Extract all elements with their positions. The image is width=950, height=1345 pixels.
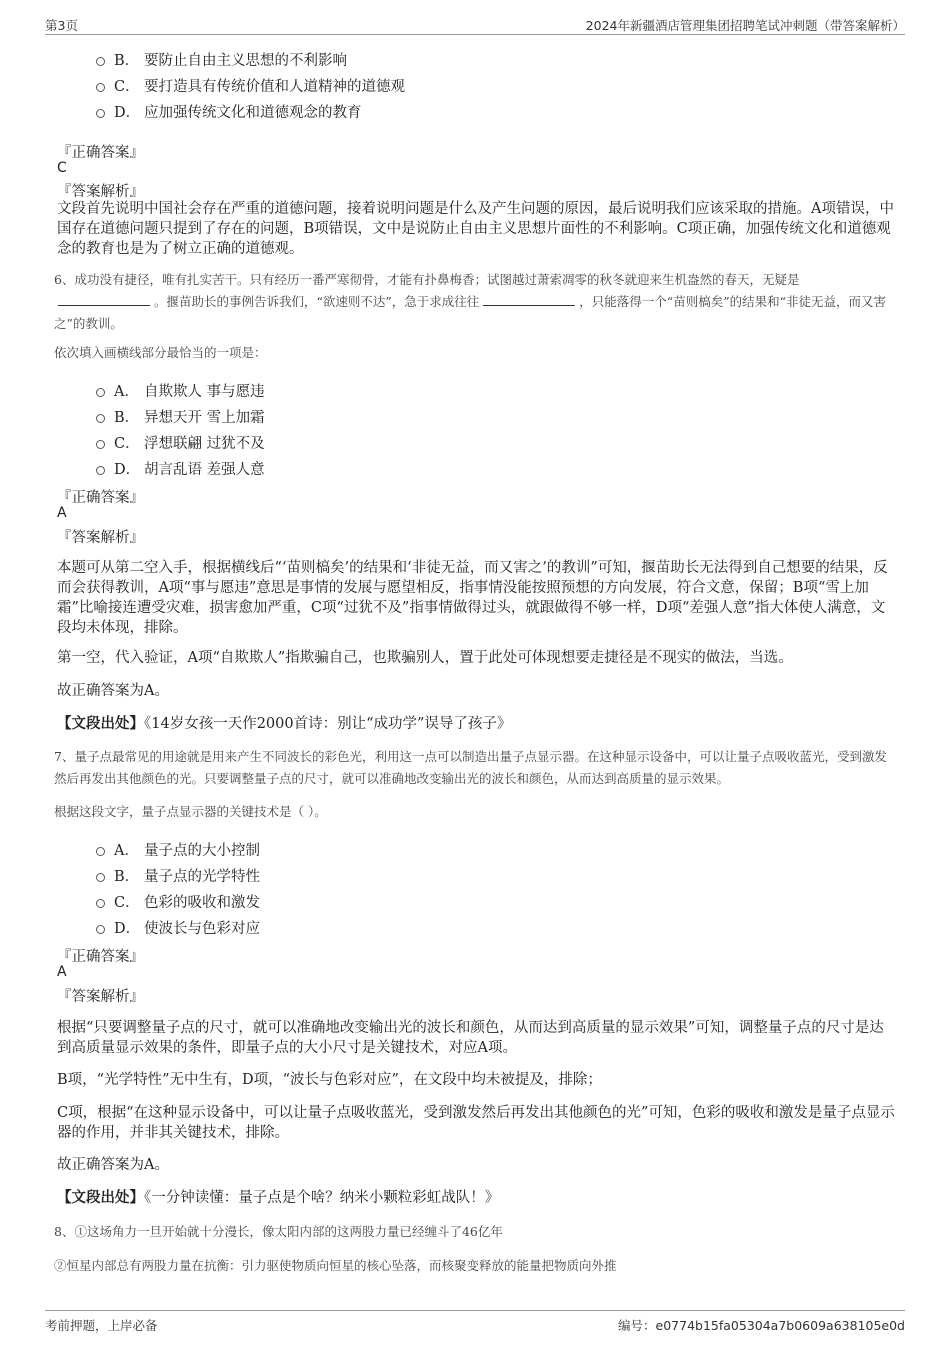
q7-option-d[interactable]: D． 使波长与色彩对应 xyxy=(96,917,260,938)
q7-answer: A xyxy=(57,964,67,980)
radio-icon[interactable] xyxy=(96,414,105,423)
page-number: 第3页 xyxy=(45,18,78,33)
q5-option-c[interactable]: C． 要打造具有传统价值和人道精神的道德观 xyxy=(96,75,405,96)
q8-line2: ②恒星内部总有两股力量在抗衡：引力驱使物质向恒星的核心坠落，而核聚变释放的能量把物质向外推 xyxy=(54,1258,617,1273)
q6-option-b[interactable]: B． 异想天开 雪上加霜 xyxy=(96,406,265,427)
document-title: 2024年新疆酒店管理集团招聘笔试冲刺题（带答案解析） xyxy=(585,18,905,33)
q7-analysis-label: 『答案解析』 xyxy=(57,989,144,1005)
q8-line1: 8、①这场角力一旦开始就十分漫长，像太阳内部的这两股力量已经缠斗了46亿年 xyxy=(54,1224,503,1239)
q6-analysis-p3: 故正确答案为A。 xyxy=(57,683,169,699)
q6-analysis-p1: 本题可从第二空入手，根据横线后“‘苗则槁矣’的结果和‘非徒无益，而又害之’的教训”可知，揠苗助长无法得到自己想要的结果，反而会获得教训，A项“事与愿违”意思是事情的发展与愿望相反，指事情没能按照预想的方向发展，符合文意，保留；B项“雪上加霜”比喻接连遭受灾难，损害愈加严重，C项“过犹不及”指事情做得过头，就跟做得不够一样，D项“差强人意”指大体使人满意，文段均未体现，排除。 xyxy=(57,560,888,636)
q6-option-c[interactable]: C． 浮想联翩 过犹不及 xyxy=(96,432,265,453)
q6-analysis-p2: 第一空，代入验证，A项“自欺欺人”指欺骗自己，也欺骗别人，置于此处可体现想要走捷径是不现实的做法，当选。 xyxy=(57,650,793,666)
radio-icon[interactable] xyxy=(96,440,105,449)
q5-option-b[interactable]: B． 要防止自由主义思想的不利影响 xyxy=(96,49,347,70)
q5-analysis-label: 『答案解析』 xyxy=(57,184,144,200)
q7-prompt: 根据这段文字，量子点显示器的关键技术是（ ）。 xyxy=(54,804,327,819)
page-header xyxy=(45,14,905,35)
footer-slogan: 考前押题，上岸必备 xyxy=(45,1318,158,1333)
q7-analysis-p3: C项，根据“在这种显示设备中，可以让量子点吸收蓝光，受到激发然后再发出其他颜色的光”可知，色彩的吸收和激发是量子点显示器的作用，并非其关键技术，排除。 xyxy=(57,1105,895,1141)
q6-source: 【文段出处】《14岁女孩一天作2000首诗：别让“成功学”误导了孩子》 xyxy=(57,715,512,732)
q7-option-b[interactable]: B． 量子点的光学特性 xyxy=(96,865,260,886)
q6-answer: A xyxy=(57,505,67,521)
q7-analysis-p2: B项，“光学特性”无中生有，D项，“波长与色彩对应”，在文段中均未被提及，排除； xyxy=(57,1072,602,1088)
radio-icon[interactable] xyxy=(96,873,105,882)
radio-icon[interactable] xyxy=(96,83,105,92)
q7-answer-label: 『正确答案』 xyxy=(57,949,144,965)
q5-option-d[interactable]: D． 应加强传统文化和道德观念的教育 xyxy=(96,101,362,122)
radio-icon[interactable] xyxy=(96,109,105,118)
blank-line xyxy=(483,293,575,306)
document-code: 编号：e0774b15fa05304a7b0609a638105e0d xyxy=(618,1318,905,1333)
blank-line xyxy=(58,293,150,306)
q5-answer-label: 『正确答案』 xyxy=(57,145,144,161)
q6-stem: 6、成功没有捷径，唯有扎实苦干。只有经历一番严寒彻骨，才能有扑鼻梅香；试图越过萧索凋零的秋冬就迎来生机盎然的春天，无疑是。揠苗助长的事例告诉我们，“欲速则不达”，急于求成往往 ，只能落得一个“苗则槁矣”的结果和“非徒无益，而又害之”的教训。 xyxy=(54,272,886,331)
radio-icon[interactable] xyxy=(96,925,105,934)
page-footer xyxy=(45,1310,905,1333)
q6-answer-label: 『正确答案』 xyxy=(57,490,144,506)
radio-icon[interactable] xyxy=(96,466,105,475)
radio-icon[interactable] xyxy=(96,847,105,856)
q7-option-c[interactable]: C． 色彩的吸收和激发 xyxy=(96,891,260,912)
q6-option-a[interactable]: A． 自欺欺人 事与愿违 xyxy=(96,380,265,401)
q5-analysis: 文段首先说明中国社会存在严重的道德问题，接着说明问题是什么及产生问题的原因，最后说明我们应该采取的措施。A项错误，中国存在道德问题只提到了存在的问题，B项错误，文中是说防止自由主义思想片面性的不利影响。C项正确，加强传统文化和道德观念的教育也是为了树立正确的道德观。 xyxy=(57,201,894,257)
q6-analysis-label: 『答案解析』 xyxy=(57,530,144,546)
q6-option-d[interactable]: D． 胡言乱语 差强人意 xyxy=(96,458,265,479)
q5-answer: C xyxy=(57,160,67,176)
radio-icon[interactable] xyxy=(96,57,105,66)
q7-analysis-p1: 根据“只要调整量子点的尺寸，就可以准确地改变输出光的波长和颜色，从而达到高质量的显示效果”可知，调整量子点的尺寸是达到高质量显示效果的条件，即量子点的大小尺寸是关键技术，对应A项。 xyxy=(57,1020,884,1056)
q7-stem: 7、量子点最常见的用途就是用来产生不同波长的彩色光，利用这一点可以制造出量子点显示器。在这种显示设备中，可以让量子点吸收蓝光，受到激发然后再发出其他颜色的光。只要调整量子点的尺寸，就可以准确地改变输出光的波长和颜色，从而达到高质量的显示效果。 xyxy=(54,749,887,786)
q7-source: 【文段出处】《一分钟读懂：量子点是个啥？纳米小颗粒彩虹战队！》 xyxy=(57,1189,500,1206)
q6-prompt: 依次填入画横线部分最恰当的一项是： xyxy=(54,345,267,360)
radio-icon[interactable] xyxy=(96,899,105,908)
q7-analysis-p4: 故正确答案为A。 xyxy=(57,1157,169,1173)
radio-icon[interactable] xyxy=(96,388,105,397)
q7-option-a[interactable]: A． 量子点的大小控制 xyxy=(96,839,260,860)
